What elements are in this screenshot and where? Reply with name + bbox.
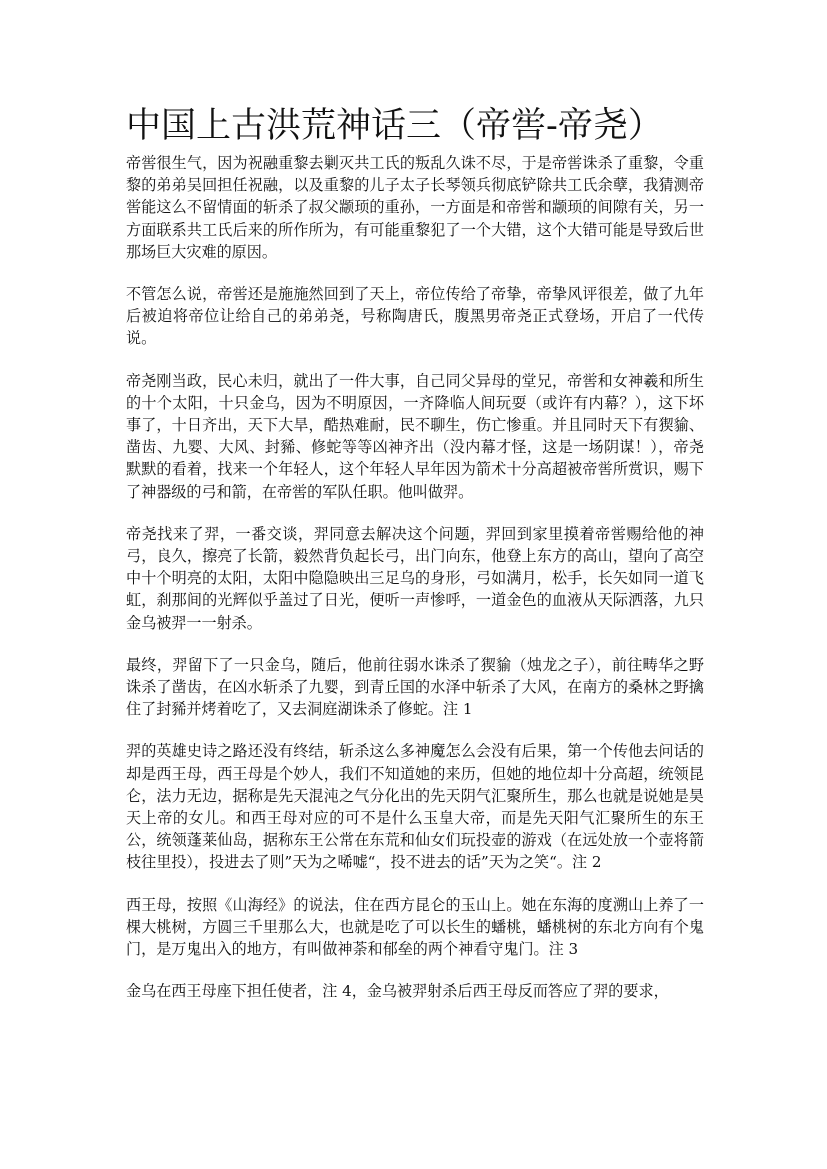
paragraph-8: 金乌在西王母座下担任使者，注 4，金乌被羿射杀后西王母反而答应了羿的要求， <box>126 982 669 1001</box>
paragraph-1: 帝喾很生气，因为祝融重黎去剿灭共工氏的叛乱久诛不尽，于是帝喾诛杀了重黎，令重黎的弟弟吴回担任祝融，以及重黎的儿子太子长琴领兵彻底铲除共工氏余孽，我猜测帝喾能这么不留情面的斩杀了叔父颛顼的重孙，一方面是和帝喾和颛顼的间隙有关，另一方面联系共工氏后来的所作所为，有可能重黎犯了一个大错，这个大错可能是导致后世那场巨大灾难的原因。 <box>126 154 704 261</box>
document-title: 中国上古洪荒神话三（帝喾-帝尧） <box>126 106 663 146</box>
paragraph-7: 西王母，按照《山海经》的说法，住在西方昆仑的玉山上。她在东海的度溯山上养了一棵大桃树，方圆三千里那么大，也就是吃了可以长生的蟠桃，蟠桃树的东北方向有个鬼门，是万鬼出入的地方，有叫做神荼和郁垒的两个神看守鬼门。注 3 <box>126 895 704 959</box>
document-page <box>126 104 704 1023</box>
paragraph-5: 最终，羿留下了一只金乌，随后，他前往弱水诛杀了猰貐（烛龙之子），前往畴华之野诛杀了凿齿，在凶水斩杀了九婴，到青丘国的水泽中斩杀了大风，在南方的桑林之野擒住了封豨并烤着吃了，又去洞庭湖诛杀了修蛇。注 1 <box>126 655 704 719</box>
paragraph-4: 帝尧找来了羿，一番交谈，羿同意去解决这个问题，羿回到家里摸着帝喾赐给他的神弓，良久，擦亮了长箭，毅然背负起长弓，出门向东，他登上东方的高山，望向了高空中十个明亮的太阳，太阳中隐隐映出三足乌的身形，弓如满月，松手，长矢如同一道飞虹，刹那间的光辉似乎盖过了日光，便听一声惨呼，一道金色的血液从天际洒落，九只金乌被羿一一射杀。 <box>126 524 704 632</box>
paragraph-2: 不管怎么说，帝喾还是施施然回到了天上，帝位传给了帝挚，帝挚风评很差，做了九年后被迫将帝位让给自己的弟弟尧，号称陶唐氏，腹黑男帝尧正式登场，开启了一代传说。 <box>126 285 704 348</box>
paragraph-6: 羿的英雄史诗之路还没有终结，斩杀这么多神魔怎么会没有后果，第一个传他去问话的却是西王母，西王母是个妙人，我们不知道她的来历，但她的地位却十分高超，统领昆仑，法力无边，据称是先天混沌之气分化出的先天阴气汇聚所生，那么也就是说她是昊天上帝的女儿。和西王母对应的可不是什么玉皇大帝，而是先天阳气汇聚所生的东王公，统领蓬莱仙岛，据称东王公常在东荒和仙女们玩投壶的游戏（在远处放一个壶将箭枝往里投），投进去了则”天为之唏嘘“，投不进去的话”天为之笑“。注 2 <box>126 742 704 872</box>
paragraph-3: 帝尧刚当政，民心未归，就出了一件大事，自己同父异母的堂兄，帝喾和女神羲和所生的十个太阳，十只金乌，因为不明原因，一齐降临人间玩耍（或许有内幕？），这下坏事了，十日齐出，天下大旱，酷热难耐，民不聊生，伤亡惨重。并且同时天下有猰貐、凿齿、九婴、大风、封豨、修蛇等等凶神齐出（没内幕才怪，这是一场阴谋！），帝尧默默的看着，找来一个年轻人，这个年轻人早年因为箭术十分高超被帝喾所赏识，赐下了神器级的弓和箭，在帝喾的军队任职。他叫做羿。 <box>126 371 704 501</box>
